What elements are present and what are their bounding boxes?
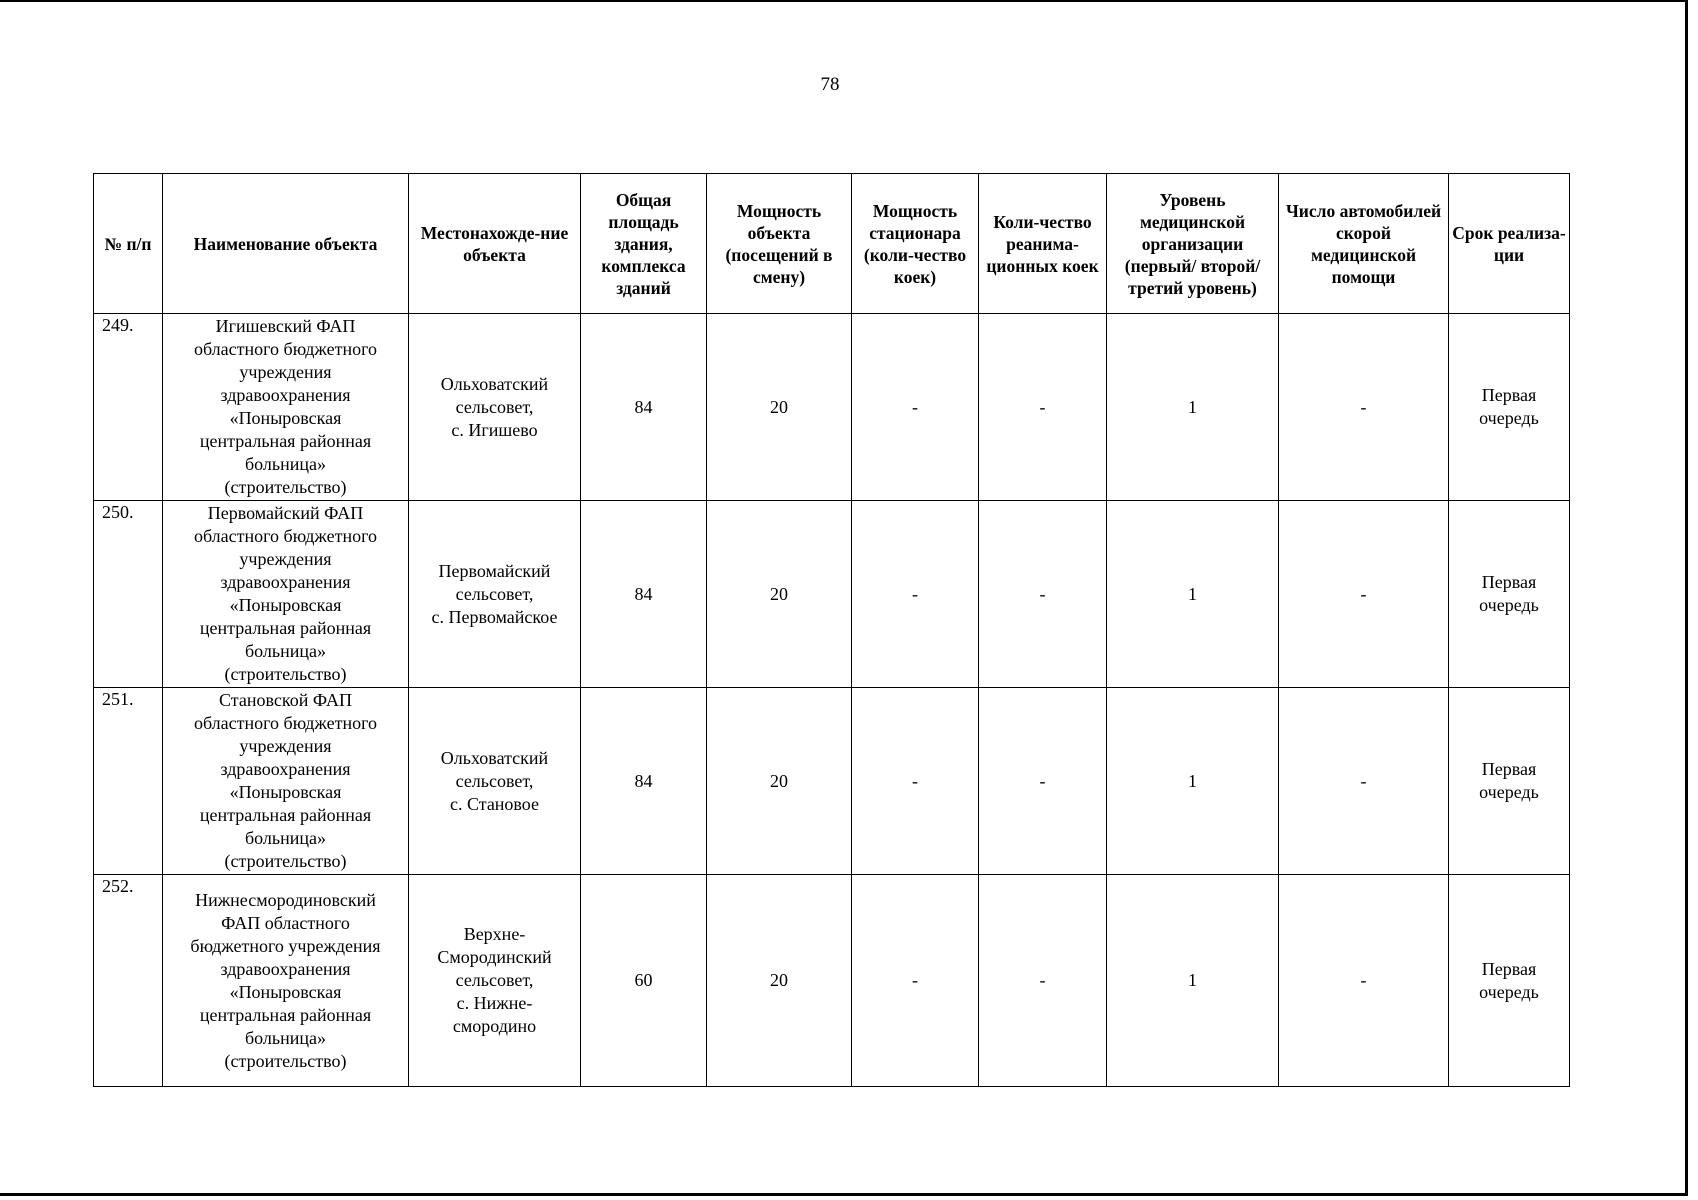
object-level: 1 [1107, 875, 1279, 1087]
object-location: Первомайский сельсовет, с. Первомайское [409, 501, 581, 688]
object-area: 84 [581, 688, 707, 875]
row-num: 249. [94, 314, 163, 501]
header-term: Срок реализа-ции [1449, 174, 1570, 314]
header-beds: Мощность стационара (коли-чество коек) [852, 174, 979, 314]
table-row [94, 875, 1570, 1087]
object-area: 84 [581, 501, 707, 688]
object-ambulances: - [1279, 875, 1449, 1087]
object-name: Становской ФАП областного бюджетного учреждения здравоохранения «Поныровская центральная районная больница» (строительство) [163, 688, 409, 875]
header-area: Общая площадь здания, комплекса зданий [581, 174, 707, 314]
object-icu-beds: - [979, 875, 1107, 1087]
objects-table [93, 173, 1570, 1087]
object-capacity: 20 [707, 875, 852, 1087]
object-ambulances: - [1279, 314, 1449, 501]
object-icu-beds: - [979, 314, 1107, 501]
header-level: Уровень медицинской организации (первый/ второй/ третий уровень) [1107, 174, 1279, 314]
header-location: Местонахожде-ние объекта [409, 174, 581, 314]
object-beds: - [852, 688, 979, 875]
object-icu-beds: - [979, 688, 1107, 875]
object-name: Первомайский ФАП областного бюджетного учреждения здравоохранения «Поныровская центральная районная больница» (строительство) [163, 501, 409, 688]
object-level: 1 [1107, 314, 1279, 501]
object-beds: - [852, 501, 979, 688]
object-beds: - [852, 314, 979, 501]
object-level: 1 [1107, 688, 1279, 875]
object-term: Первая очередь [1449, 688, 1570, 875]
object-location: Ольховатский сельсовет, с. Игишево [409, 314, 581, 501]
object-area: 84 [581, 314, 707, 501]
object-term: Первая очередь [1449, 875, 1570, 1087]
row-num: 250. [94, 501, 163, 688]
object-capacity: 20 [707, 501, 852, 688]
object-location: Верхне- Смородинский сельсовет, с. Нижне- смородино [409, 875, 581, 1087]
header-num: № п/п [94, 174, 163, 314]
object-level: 1 [1107, 501, 1279, 688]
header-icu-beds: Коли-чество реанима-ционных коек [979, 174, 1107, 314]
object-beds: - [852, 875, 979, 1087]
row-num: 252. [94, 875, 163, 1087]
table-row [94, 501, 1570, 688]
object-location: Ольховатский сельсовет, с. Становое [409, 688, 581, 875]
object-icu-beds: - [979, 501, 1107, 688]
object-ambulances: - [1279, 688, 1449, 875]
row-num: 251. [94, 688, 163, 875]
object-name: Игишевский ФАП областного бюджетного учреждения здравоохранения «Поныровская центральная районная больница» (строительство) [163, 314, 409, 501]
object-ambulances: - [1279, 501, 1449, 688]
table-row [94, 314, 1570, 501]
object-term: Первая очередь [1449, 501, 1570, 688]
object-term: Первая очередь [1449, 314, 1570, 501]
header-ambulances: Число автомобилей скорой медицинской помощи [1279, 174, 1449, 314]
header-name: Наименование объекта [163, 174, 409, 314]
object-capacity: 20 [707, 688, 852, 875]
table-header-row [94, 174, 1570, 314]
header-capacity: Мощность объекта (посещений в смену) [707, 174, 852, 314]
table-row [94, 688, 1570, 875]
object-area: 60 [581, 875, 707, 1087]
object-capacity: 20 [707, 314, 852, 501]
page-number: 78 [820, 74, 840, 95]
object-name: Нижнесмородиновский ФАП областного бюджетного учреждения здравоохранения «Поныровская центральная районная больница» (строительство) [163, 875, 409, 1087]
